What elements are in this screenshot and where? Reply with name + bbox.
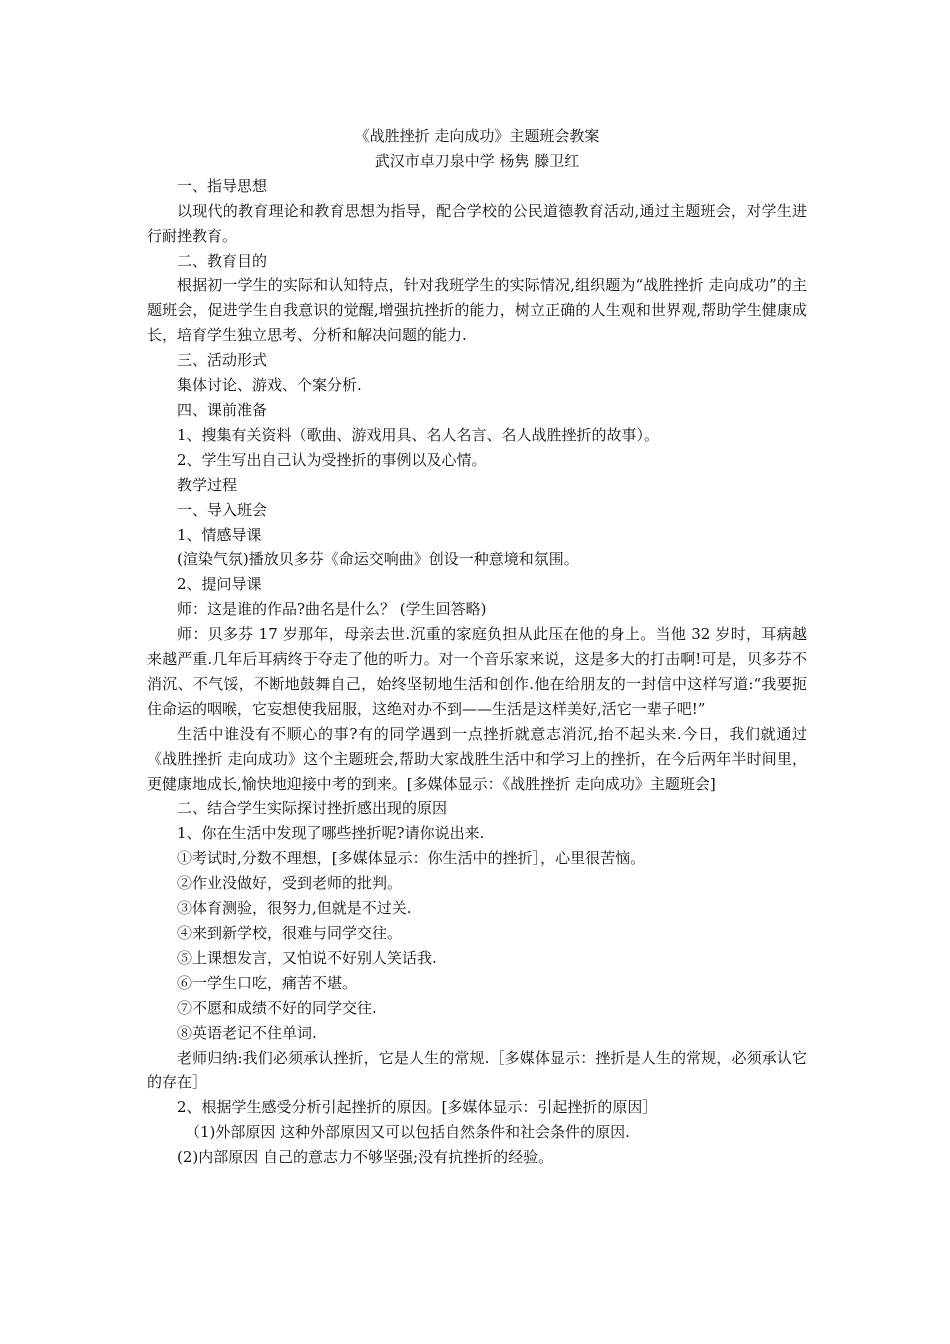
- list-item-preparation-1: 1、搜集有关资料（歌曲、游戏用具、名人名言、名人战胜挫折的故事）。: [177, 425, 660, 444]
- list-item-setback-1: ①考试时,分数不理想，[多媒体显示：你生活中的挫折］，心里很苦恼。: [177, 849, 646, 868]
- heading-preparation: 四、课前准备: [177, 400, 268, 419]
- list-item-setback-3: ③体育测验，很努力,但就是不过关.: [177, 899, 412, 918]
- document-title: 《战胜挫折 走向成功》主题班会教案: [354, 127, 600, 145]
- heading-introduction: 一、导入班会: [177, 500, 268, 519]
- paragraph-educational-goal: 根据初一学生的实际和认知特点，针对我班学生的实际情况,组织题为“战胜挫折 走向成功”的主题班会，促进学生自我意识的觉醒,增强抗挫折的能力，树立正确的人生观和世界观,帮助学生健康成长，培育学生独立思考、分析和解决问题的能力.: [147, 276, 807, 345]
- paragraph-beethoven-story: 师：贝多芬 17 岁那年，母亲去世.沉重的家庭负担从此压在他的身上。当他 32 岁时，耳病越来越严重.几年后耳病终于夺走了他的听力。对一个音乐家来说，这是多大的打击啊!可是，贝多芬不消沉、不气馁，不断地鼓舞自己，始终坚韧地生活和创作.他在给朋友的一封信中这样写道:“我要扼住命运的咽喉，它妄想使我屈服，这绝对办不到——生活是这样美好,活它一辈子吧!”: [147, 625, 807, 718]
- list-item-setback-2: ②作业没做好，受到老师的批判。: [177, 874, 403, 893]
- subheading-cause-analysis: 2、根据学生感受分析引起挫折的原因。[多媒体显示：引起挫折的原因］: [177, 1098, 658, 1117]
- subheading-discovered-setbacks: 1、你在生活中发现了哪些挫折呢?请你说出来.: [177, 824, 485, 843]
- paragraph-class-meeting-intro: 生活中谁没有不顺心的事?有的同学遇到一点挫折就意志消沉,抬不起头来.今日，我们就通过《战胜挫折 走向成功》这个主题班会,帮助大家战胜生活中和学习上的挫折，在今后两年半时间里，更健康地成长,愉快地迎接中考的到来。[多媒体显示：《战胜挫折 走向成功》主题班会]: [147, 724, 807, 793]
- heading-causes: 二、结合学生实际探讨挫折感出现的原因: [177, 799, 448, 818]
- list-item-setback-4: ④来到新学校，很难与同学交往。: [177, 924, 403, 942]
- paragraph-activity-form: 集体讨论、游戏、个案分析.: [177, 376, 362, 395]
- heading-activity-form: 三、活动形式: [177, 351, 268, 370]
- subheading-question-intro: 2、提问导课: [177, 575, 262, 594]
- list-item-external-cause: （1)外部原因 这种外部原因又可以包括自然条件和社会条件的原因.: [185, 1123, 630, 1142]
- paragraph-teacher-question: 师：这是谁的作品?曲名是什么？ (学生回答略): [177, 600, 487, 619]
- list-item-preparation-2: 2、学生写出自己认为受挫折的事例以及心情。: [177, 450, 487, 469]
- heading-teaching-process: 教学过程: [177, 475, 238, 494]
- document-byline: 武汉市卓刀泉中学 杨隽 滕卫红: [374, 151, 580, 170]
- list-item-setback-8: ⑧英语老记不住单词.: [177, 1023, 317, 1042]
- paragraph-guiding-thought: 以现代的教育理论和教育思想为指导，配合学校的公民道德教育活动,通过主题班会，对学生进行耐挫教育。: [147, 201, 807, 245]
- list-item-setback-7: ⑦不愿和成绩不好的同学交往.: [177, 998, 377, 1017]
- heading-guiding-thought: 一、指导思想: [177, 176, 268, 195]
- subheading-emotional-intro: 1、情感导课: [177, 525, 262, 544]
- list-item-setback-6: ⑥一学生口吃，痛苦不堪。: [177, 973, 358, 992]
- paragraph-emotional-intro: (渲染气氛)播放贝多芬《命运交响曲》创设一种意境和氛围。: [177, 550, 579, 569]
- list-item-setback-5: ⑤上课想发言，又怕说不好别人笑话我.: [177, 948, 437, 967]
- paragraph-teacher-summary: 老师归纳:我们必须承认挫折，它是人生的常规.［多媒体显示：挫折是人生的常规，必须承认它的存在］: [147, 1048, 807, 1092]
- list-item-internal-cause: (2)内部原因 自己的意志力不够坚强;没有抗挫折的经验。: [177, 1148, 554, 1167]
- heading-educational-goal: 二、教育目的: [177, 251, 268, 270]
- document-page: [147, 124, 807, 1170]
